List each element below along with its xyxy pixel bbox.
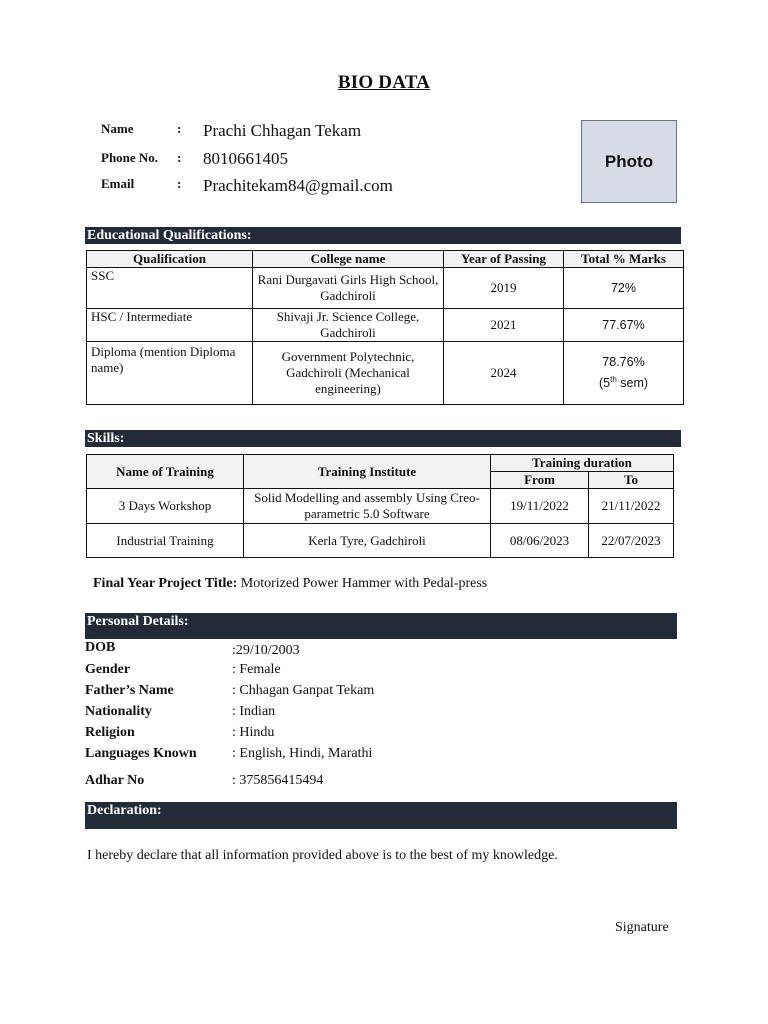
skills-heading: Skills:	[85, 430, 681, 447]
qualification-cell: SSC	[87, 268, 253, 309]
project-label: Final Year Project Title:	[93, 576, 238, 591]
father-name-label: Father’s Name	[85, 683, 174, 698]
email-colon: :	[177, 176, 182, 191]
header-qualification: Qualification	[87, 251, 253, 268]
gender-label: Gender	[85, 662, 131, 677]
name-label: Name	[101, 121, 134, 136]
semester-note	[568, 375, 679, 390]
declaration-heading: Declaration:	[85, 802, 677, 829]
personal-heading: Personal Details:	[85, 613, 677, 639]
project-value: Motorized Power Hammer with Pedal-press	[240, 576, 488, 591]
adhar-label: Adhar No	[85, 773, 145, 788]
languages-value: : English, Hindi, Marathi	[232, 746, 373, 761]
year-cell: 2019	[444, 268, 564, 309]
education-header-row	[87, 251, 684, 268]
dob-value: :29/10/2003	[232, 643, 300, 658]
table-row	[87, 268, 684, 309]
training-name-cell: 3 Days Workshop	[87, 489, 244, 524]
training-from-cell: 08/06/2023	[491, 524, 589, 558]
college-cell: Shivaji Jr. Science College, Gadchiroli	[253, 309, 444, 342]
photo-placeholder: Photo	[581, 120, 677, 203]
marks-value: 78.76%	[602, 355, 645, 370]
nationality-value: : Indian	[232, 704, 276, 719]
header-to: To	[589, 472, 674, 489]
training-to-cell: 21/11/2022	[589, 489, 674, 524]
college-cell: Government Polytechnic, Gadchiroli (Mechanical engineering)	[253, 342, 444, 405]
training-to-cell: 22/07/2023	[589, 524, 674, 558]
education-heading: Educational Qualifications:	[85, 227, 681, 244]
semester-prefix: (5	[598, 376, 611, 391]
religion-value: : Hindu	[232, 725, 275, 740]
year-cell: 2024	[444, 342, 564, 405]
phone-colon: :	[177, 150, 182, 165]
header-marks: Total % Marks	[564, 251, 684, 268]
training-from-cell: 19/11/2022	[491, 489, 589, 524]
training-institute-cell: Solid Modelling and assembly Using Creo-parametric 5.0 Software	[244, 489, 491, 524]
skills-table	[86, 454, 674, 558]
training-name-cell: Industrial Training	[87, 524, 244, 558]
header-year: Year of Passing	[444, 251, 564, 268]
header-from: From	[491, 472, 589, 489]
declaration-text: I hereby declare that all information provided above is to the best of my knowledge.	[87, 848, 558, 863]
name-value: Prachi Chhagan Tekam	[203, 121, 362, 140]
nationality-label: Nationality	[85, 704, 152, 719]
qualification-cell: Diploma (mention Diploma name)	[87, 342, 253, 405]
training-institute-cell: Kerla Tyre, Gadchiroli	[244, 524, 491, 558]
gender-value: : Female	[232, 662, 281, 677]
languages-label: Languages Known	[85, 746, 197, 761]
email-label: Email	[101, 176, 135, 191]
email-value: Prachitekam84@gmail.com	[203, 176, 393, 195]
name-colon: :	[177, 121, 182, 136]
qualification-cell: HSC / Intermediate	[87, 309, 253, 342]
college-cell: Rani Durgavati Girls High School, Gadchiroli	[253, 268, 444, 309]
marks-cell: 77.67%	[564, 309, 684, 342]
adhar-value: : 375856415494	[232, 773, 324, 788]
header-college: College name	[253, 251, 444, 268]
table-row	[87, 524, 674, 558]
table-row	[87, 342, 684, 405]
dob-label: DOB	[85, 640, 116, 655]
phone-label: Phone No.	[101, 150, 159, 165]
semester-suffix: sem)	[616, 376, 649, 391]
phone-value: 8010661405	[203, 149, 288, 168]
semester-ordinal: th	[610, 375, 617, 385]
education-table	[86, 250, 684, 405]
marks-cell	[564, 342, 684, 405]
header-training-name: Name of Training	[87, 455, 244, 489]
table-row	[87, 309, 684, 342]
header-training-institute: Training Institute	[244, 455, 491, 489]
marks-cell: 72%	[564, 268, 684, 309]
page-title: BIO DATA	[337, 72, 431, 93]
table-row	[87, 489, 674, 524]
year-cell: 2021	[444, 309, 564, 342]
religion-label: Religion	[85, 725, 135, 740]
father-name-value: : Chhagan Ganpat Tekam	[232, 683, 375, 698]
skills-header-row	[87, 455, 674, 472]
signature-label: Signature	[615, 920, 669, 935]
header-training-duration: Training duration	[491, 455, 674, 472]
project-line	[93, 576, 487, 592]
